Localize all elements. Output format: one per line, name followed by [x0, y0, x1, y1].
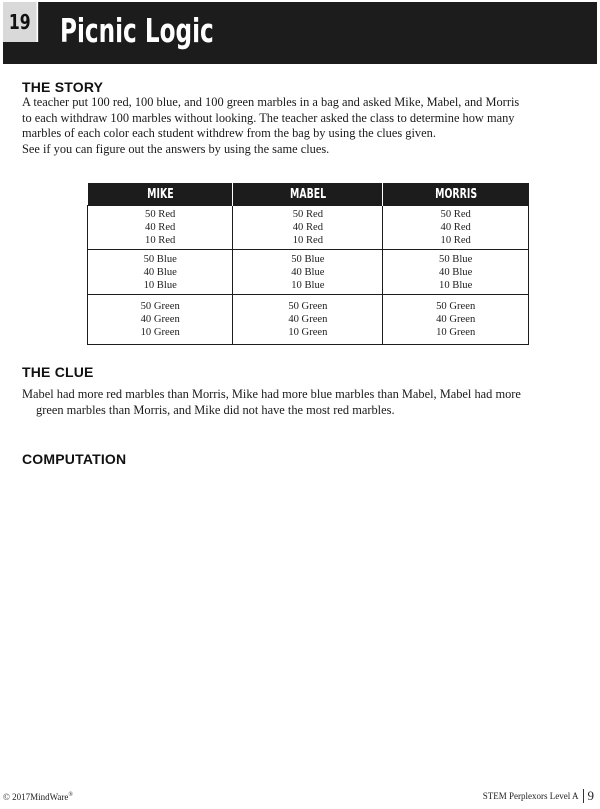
table-row-red [88, 206, 529, 250]
story-heading: THE STORY [22, 79, 104, 95]
registered-mark: ® [68, 792, 73, 798]
table-row-blue [88, 250, 529, 295]
page-number: 19 [8, 10, 31, 34]
table-cell: 50 Blue 40 Blue 10 Blue [383, 250, 529, 295]
table-cell: 50 Blue 40 Blue 10 Blue [233, 250, 383, 295]
clue-line: green marbles than Morris, and Mike did not have the most red marbles. [36, 402, 395, 417]
story-paragraph [22, 95, 594, 157]
column-header-morris: MORRIS [383, 183, 529, 206]
book-title: STEM Perplexors [482, 791, 548, 801]
table-cell: 50 Green 40 Green 10 Green [233, 295, 383, 345]
table-cell: 50 Blue 40 Blue 10 Blue [88, 250, 233, 295]
story-line: to each withdraw 100 marbles without looking. The teacher asked the class to determine how many [22, 110, 515, 125]
table-cell: 50 Red 40 Red 10 Red [233, 206, 383, 250]
computation-heading: COMPUTATION [22, 451, 127, 467]
page-number-box [3, 2, 38, 42]
marbles-table [87, 183, 529, 345]
story-line: A teacher put 100 red, 100 blue, and 100 green marbles in a bag and asked Mike, Mabel, and Morris [22, 95, 520, 109]
table-cell: 50 Red 40 Red 10 Red [383, 206, 529, 250]
table-cell: 50 Red 40 Red 10 Red [88, 206, 233, 250]
story-line: marbles of each color each student withdrew from the bag by using the clues given. [22, 126, 436, 141]
page-title: Picnic Logic [60, 11, 214, 50]
book-level: Level A [549, 791, 579, 801]
column-header-mike: MIKE [88, 183, 233, 206]
clue-heading: THE CLUE [22, 364, 94, 380]
footer-page-info [483, 788, 594, 804]
table-header-row [88, 183, 529, 206]
footer-page-number: 9 [587, 788, 594, 803]
copyright-notice: © 2017MindWare® [3, 792, 73, 802]
table-row-green [88, 295, 529, 345]
column-header-mabel: MABEL [233, 183, 383, 206]
table-cell: 50 Green 40 Green 10 Green [88, 295, 233, 345]
clue-paragraph [22, 387, 594, 418]
clue-line: Mabel had more red marbles than Morris, Mike had more blue marbles than Mabel, Mabel had more [22, 387, 521, 401]
footer-divider [583, 789, 584, 803]
table-cell: 50 Green 40 Green 10 Green [383, 295, 529, 345]
story-line: See if you can figure out the answers by using the same clues. [22, 141, 330, 156]
